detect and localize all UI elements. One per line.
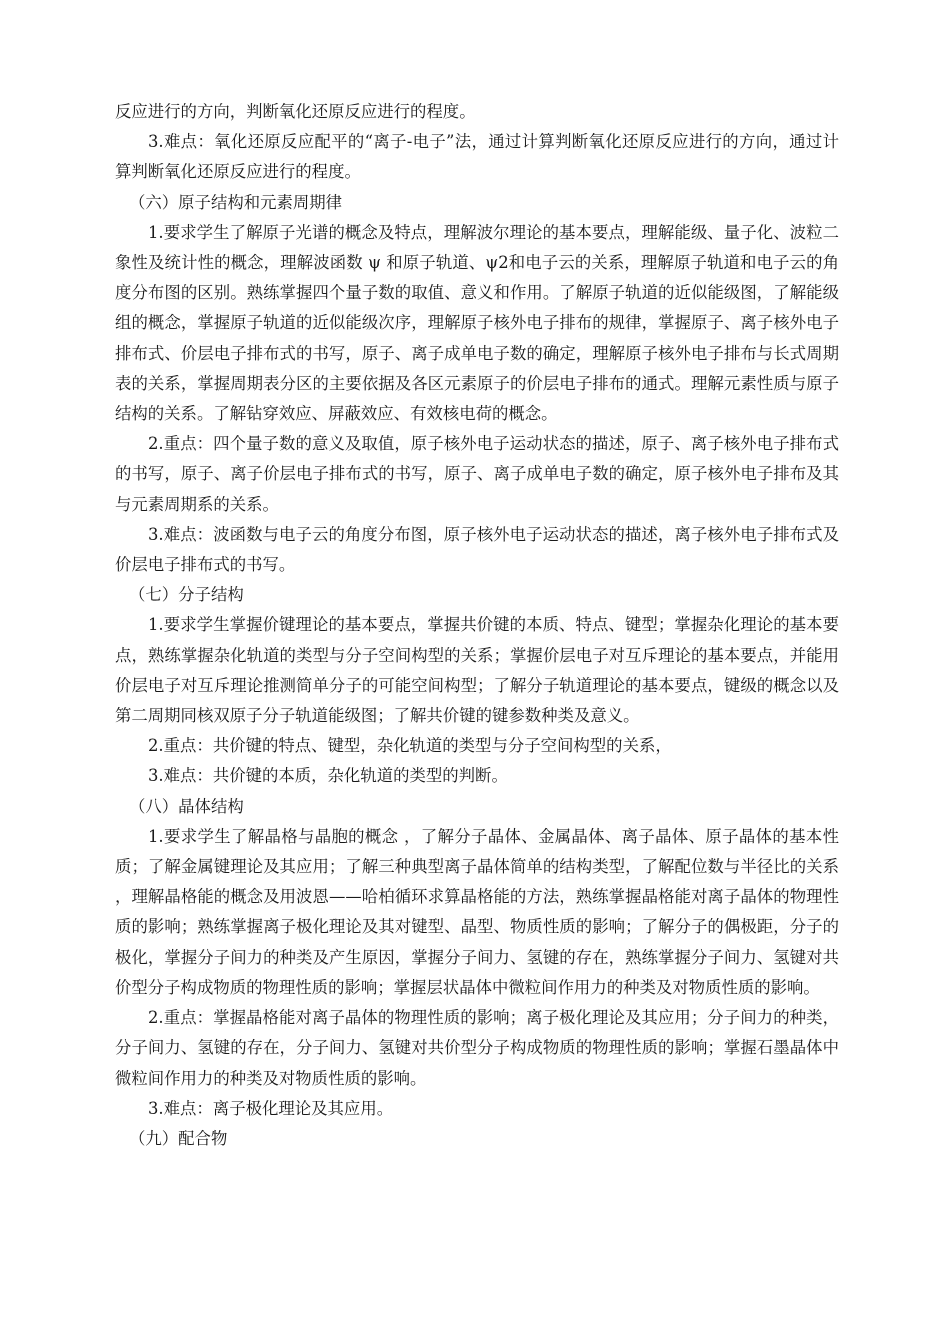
paragraph-continuation: 反应进行的方向，判断氧化还原反应进行的程度。: [115, 102, 476, 121]
section-heading-9: （九）配合物: [129, 1128, 228, 1148]
section-heading-7: （七）分子结构: [129, 585, 244, 605]
paragraph-difficulty-atomic-structure: 3.难点：波函数与电子云的角度分布图，原子核外电子运动状态的描述，离子核外电子排布式及价层电子排布式的书写。: [115, 524, 839, 575]
paragraph-difficulty-redox: 3.难点：氧化还原反应配平的“离子-电子”法，通过计算判断氧化还原反应进行的方向，通过计算判断氧化还原反应进行的程度。: [115, 132, 839, 182]
section-heading-8: （八）晶体结构: [129, 796, 244, 816]
document-page: [115, 97, 839, 1154]
paragraph-requirements-crystal-structure: 1.要求学生了解晶格与晶胞的概念 ，了解分子晶体、金属晶体、离子晶体、原子晶体的基本性质；了解金属键理论及其应用；了解三种典型离子晶体简单的结构类型，了解配位数与半径比的关系，理解晶格能的概念及用波恩——哈柏循环求算晶格能的方法，熟练掌握晶格能对离子晶体的物理性质的影响；熟练掌握离子极化理论及其对键型、晶型、物质性质的影响；了解分子的偶极距，分子的极化，掌握分子间力的种类及产生原因，掌握分子间力、氢键的存在，熟练掌握分子间力、氢键对共价型分子构成物质的物理性质的影响；掌握层状晶体中微粒间作用力的种类及对物质性质的影响。: [115, 826, 839, 997]
paragraph-key-points-atomic-structure: 2.重点：四个量子数的意义及取值，原子核外电子运动状态的描述，原子、离子核外电子排布式的书写，原子、离子价层电子排布式的书写，原子、离子成单电子数的确定，原子核外电子排布及其与元素周期系的关系。: [115, 434, 839, 514]
paragraph-requirements-atomic-structure: 1.要求学生了解原子光谱的概念及特点，理解波尔理论的基本要点，理解能级、量子化、波粒二象性及统计性的概念，理解波函数 ψ 和原子轨道、ψ2和电子云的关系，理解原子轨道和电子云的角度分布图的区别。熟练掌握四个量子数的取值、意义和作用。了解原子轨道的近似能级图，了解能级组的概念，掌握原子轨道的近似能级次序，理解原子核外电子排布的规律，掌握原子、离子核外电子排布式、价层电子排布式的书写，原子、离子成单电子数的确定，理解原子核外电子排布与长式周期表的关系，掌握周期表分区的主要依据及各区元素原子的价层电子排布的通式。理解元素性质与原子结构的关系。了解钻穿效应、屏蔽效应、有效核电荷的概念。: [115, 222, 839, 424]
paragraph-difficulty-molecular-structure: 3.难点：共价键的本质，杂化轨道的类型的判断。: [148, 766, 508, 786]
paragraph-requirements-molecular-structure: 1.要求学生掌握价键理论的基本要点，掌握共价键的本质、特点、键型；掌握杂化理论的基本要点，熟练掌握杂化轨道的类型与分子空间构型的关系；掌握价层电子对互斥理论的基本要点，并能用价层电子对互斥理论推测简单分子的可能空间构型；了解分子轨道理论的基本要点，键级的概念以及第二周期同核双原子分子轨道能级图；了解共价键的键参数种类及意义。: [115, 615, 839, 726]
section-heading-6: （六）原子结构和元素周期律: [129, 192, 343, 212]
paragraph-key-points-molecular-structure: 2.重点：共价键的特点、键型，杂化轨道的类型与分子空间构型的关系，: [148, 736, 672, 756]
paragraph-key-points-crystal-structure: 2.重点：掌握晶格能对离子晶体的物理性质的影响；离子极化理论及其应用；分子间力的种类，分子间力、氢键的存在，分子间力、氢键对共价型分子构成物质的物理性质的影响；掌握石墨晶体中微粒间作用力的种类及对物质性质的影响。: [115, 1008, 839, 1088]
paragraph-difficulty-crystal-structure: 3.难点：离子极化理论及其应用。: [148, 1098, 394, 1118]
